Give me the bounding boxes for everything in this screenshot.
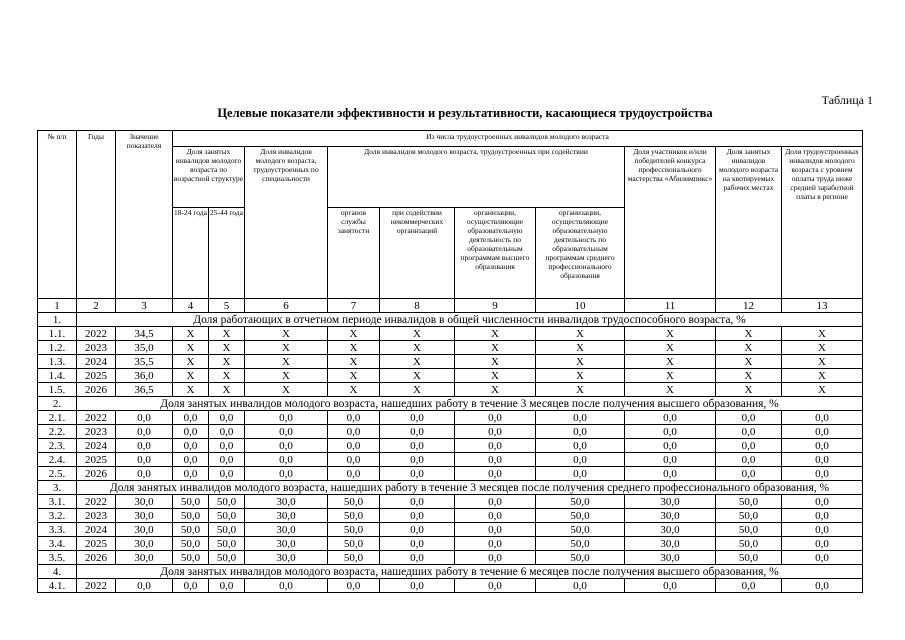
value-cell: 50,0	[328, 523, 380, 537]
value-cell: 0,0	[782, 495, 863, 509]
value-cell: 0,0	[116, 411, 173, 425]
row-number-cell: 4.1.	[38, 579, 77, 593]
value-cell: 0,0	[782, 523, 863, 537]
value-cell: X	[455, 355, 536, 369]
value-cell: 50,0	[536, 523, 625, 537]
section-number: 1.	[38, 313, 77, 327]
header-group-all: Из числа трудоустроенных инвалидов молодого возраста	[173, 131, 863, 147]
value-cell: 0,0	[380, 579, 455, 593]
row-number-cell: 2.3.	[38, 439, 77, 453]
header-by-specialty: Доля инвалидов молодого возраста, трудоустроенных по специальности	[245, 147, 328, 299]
header-quota: Доля занятых инвалидов молодого возраста на квотируемых рабочих местах	[716, 147, 782, 299]
value-cell: 0,0	[328, 425, 380, 439]
value-cell: 50,0	[328, 509, 380, 523]
column-number-cell: 9	[455, 299, 536, 313]
header-value: Значение показателя	[116, 131, 173, 299]
table-row	[38, 439, 863, 453]
value-cell: 0,0	[116, 579, 173, 593]
year-cell: 2025	[77, 453, 116, 467]
value-cell: 0,0	[380, 453, 455, 467]
value-cell: 30,0	[116, 537, 173, 551]
value-cell: 0,0	[716, 467, 782, 481]
value-cell: 0,0	[625, 425, 716, 439]
value-cell: 0,0	[328, 411, 380, 425]
value-cell: 0,0	[716, 411, 782, 425]
table-title: Целевые показатели эффективности и результативности, касающиеся трудоустройства	[217, 106, 713, 120]
column-number-cell: 5	[209, 299, 245, 313]
value-cell: X	[380, 355, 455, 369]
value-cell: 0,0	[116, 467, 173, 481]
value-cell: X	[782, 327, 863, 341]
value-cell: 50,0	[209, 537, 245, 551]
column-number-cell: 7	[328, 299, 380, 313]
value-cell: X	[245, 383, 328, 397]
value-cell: 50,0	[328, 495, 380, 509]
value-cell: 0,0	[328, 579, 380, 593]
column-number-cell: 11	[625, 299, 716, 313]
value-cell: 0,0	[209, 425, 245, 439]
value-cell: X	[536, 327, 625, 341]
value-cell: X	[173, 369, 209, 383]
header-low-wage: Доля трудоустроенных инвалидов молодого возраста с уровнем оплаты труда ниже средней заработной платы в регионе	[782, 147, 863, 299]
value-cell: 0,0	[116, 453, 173, 467]
table-body	[38, 313, 863, 593]
year-cell: 2025	[77, 537, 116, 551]
value-cell: 30,0	[625, 551, 716, 565]
year-cell: 2024	[77, 523, 116, 537]
table-row	[38, 425, 863, 439]
table-label: Таблица 1	[821, 93, 873, 107]
row-number-cell: 3.5.	[38, 551, 77, 565]
section-title: Доля занятых инвалидов молодого возраста, нашедших работу в течение 3 месяцев после получения высшего образования, %	[77, 397, 863, 411]
value-cell: 0,0	[536, 579, 625, 593]
value-cell: 0,0	[625, 411, 716, 425]
table-row	[38, 383, 863, 397]
value-cell: 0,0	[245, 579, 328, 593]
value-cell: 50,0	[536, 509, 625, 523]
value-cell: X	[782, 341, 863, 355]
header-assisted-group: Доля инвалидов молодого возраста, трудоустроенных при содействии	[328, 147, 625, 208]
value-cell: 50,0	[716, 509, 782, 523]
value-cell: 0,0	[455, 551, 536, 565]
value-cell: 0,0	[380, 467, 455, 481]
value-cell: 0,0	[173, 439, 209, 453]
value-cell: 35,5	[116, 355, 173, 369]
value-cell: 0,0	[716, 425, 782, 439]
value-cell: 30,0	[625, 509, 716, 523]
table-row	[38, 579, 863, 593]
value-cell: X	[625, 383, 716, 397]
value-cell: 50,0	[173, 537, 209, 551]
year-cell: 2023	[77, 341, 116, 355]
value-cell: X	[380, 383, 455, 397]
value-cell: 30,0	[116, 551, 173, 565]
value-cell: 0,0	[245, 411, 328, 425]
value-cell: 30,0	[245, 523, 328, 537]
section-number: 4.	[38, 565, 77, 579]
row-number-cell: 1.2.	[38, 341, 77, 355]
value-cell: 50,0	[173, 551, 209, 565]
value-cell: 0,0	[455, 467, 536, 481]
section-title: Доля работающих в отчетном периоде инвалидов в общей численности инвалидов трудоспособного возраста, %	[77, 313, 863, 327]
value-cell: 0,0	[782, 439, 863, 453]
value-cell: 0,0	[173, 579, 209, 593]
header-higher-ed-orgs: организации, осуществляющие образовательную деятельность по образовательным программам высшего образования	[455, 208, 536, 299]
column-number-cell: 13	[782, 299, 863, 313]
value-cell: X	[209, 327, 245, 341]
value-cell: 50,0	[536, 551, 625, 565]
value-cell: 0,0	[536, 439, 625, 453]
row-number-cell: 1.3.	[38, 355, 77, 369]
row-number-cell: 1.5.	[38, 383, 77, 397]
value-cell: X	[455, 327, 536, 341]
value-cell: 50,0	[328, 537, 380, 551]
header-years: Годы	[77, 131, 116, 299]
table-row	[38, 327, 863, 341]
section-number: 3.	[38, 481, 77, 495]
value-cell: 0,0	[245, 453, 328, 467]
value-cell: 0,0	[455, 411, 536, 425]
value-cell: 0,0	[245, 439, 328, 453]
value-cell: X	[380, 341, 455, 355]
table-row	[38, 411, 863, 425]
value-cell: 0,0	[173, 411, 209, 425]
row-number-cell: 2.5.	[38, 467, 77, 481]
value-cell: 0,0	[625, 467, 716, 481]
value-cell: X	[245, 327, 328, 341]
value-cell: 34,5	[116, 327, 173, 341]
column-number-cell: 6	[245, 299, 328, 313]
value-cell: X	[782, 383, 863, 397]
value-cell: 0,0	[328, 467, 380, 481]
value-cell: 0,0	[625, 453, 716, 467]
value-cell: 30,0	[245, 537, 328, 551]
column-number-cell: 3	[116, 299, 173, 313]
value-cell: X	[455, 383, 536, 397]
value-cell: 0,0	[782, 467, 863, 481]
value-cell: X	[716, 355, 782, 369]
column-number-cell: 4	[173, 299, 209, 313]
table-row	[38, 495, 863, 509]
section-row	[38, 481, 863, 495]
section-title: Доля занятых инвалидов молодого возраста, нашедших работу в течение 6 месяцев после получения высшего образования, %	[77, 565, 863, 579]
header-abilympics: Доля участников и/или победителей конкурса профессионального мастерства «Абилимпикс»	[625, 147, 716, 299]
value-cell: X	[536, 341, 625, 355]
value-cell: X	[245, 355, 328, 369]
indicators-table	[37, 130, 863, 593]
value-cell: X	[380, 369, 455, 383]
table-row	[38, 341, 863, 355]
value-cell: X	[536, 355, 625, 369]
section-number: 2.	[38, 397, 77, 411]
year-cell: 2023	[77, 425, 116, 439]
value-cell: X	[625, 341, 716, 355]
column-number-cell: 10	[536, 299, 625, 313]
value-cell: X	[536, 369, 625, 383]
value-cell: 50,0	[716, 537, 782, 551]
value-cell: 30,0	[245, 509, 328, 523]
value-cell: 50,0	[716, 551, 782, 565]
value-cell: 0,0	[380, 495, 455, 509]
table-row	[38, 467, 863, 481]
value-cell: 0,0	[536, 467, 625, 481]
value-cell: X	[209, 341, 245, 355]
header-nonprofit: при содействии некоммерческих организаций	[380, 208, 455, 299]
value-cell: 0,0	[536, 453, 625, 467]
table-row	[38, 537, 863, 551]
value-cell: X	[173, 355, 209, 369]
value-cell: 0,0	[716, 579, 782, 593]
value-cell: 0,0	[209, 579, 245, 593]
year-cell: 2024	[77, 355, 116, 369]
value-cell: 0,0	[782, 579, 863, 593]
value-cell: X	[209, 369, 245, 383]
value-cell: X	[782, 369, 863, 383]
row-number-cell: 3.4.	[38, 537, 77, 551]
value-cell: 30,0	[625, 495, 716, 509]
year-cell: 2026	[77, 551, 116, 565]
value-cell: 30,0	[116, 523, 173, 537]
value-cell: X	[328, 369, 380, 383]
value-cell: 30,0	[245, 495, 328, 509]
value-cell: 0,0	[380, 411, 455, 425]
header-age-25-44: 25-44 года	[209, 208, 245, 299]
year-cell: 2023	[77, 509, 116, 523]
value-cell: 30,0	[625, 537, 716, 551]
value-cell: 50,0	[209, 551, 245, 565]
year-cell: 2025	[77, 369, 116, 383]
value-cell: 30,0	[116, 495, 173, 509]
value-cell: X	[173, 327, 209, 341]
value-cell: 0,0	[455, 579, 536, 593]
year-cell: 2022	[77, 495, 116, 509]
column-number-cell: 2	[77, 299, 116, 313]
value-cell: X	[173, 383, 209, 397]
value-cell: 50,0	[209, 523, 245, 537]
value-cell: 0,0	[209, 467, 245, 481]
value-cell: X	[625, 355, 716, 369]
value-cell: 0,0	[245, 425, 328, 439]
value-cell: 0,0	[380, 551, 455, 565]
year-cell: 2022	[77, 411, 116, 425]
value-cell: 0,0	[116, 425, 173, 439]
value-cell: 0,0	[380, 537, 455, 551]
value-cell: 0,0	[536, 425, 625, 439]
value-cell: 0,0	[455, 537, 536, 551]
value-cell: 50,0	[536, 537, 625, 551]
value-cell: 0,0	[209, 411, 245, 425]
value-cell: X	[716, 327, 782, 341]
table-row	[38, 551, 863, 565]
table-row	[38, 453, 863, 467]
value-cell: 0,0	[380, 439, 455, 453]
value-cell: 0,0	[173, 467, 209, 481]
value-cell: 0,0	[380, 509, 455, 523]
value-cell: X	[536, 383, 625, 397]
value-cell: 0,0	[455, 439, 536, 453]
year-cell: 2022	[77, 579, 116, 593]
row-number-cell: 2.1.	[38, 411, 77, 425]
year-cell: 2024	[77, 439, 116, 453]
section-row	[38, 397, 863, 411]
header-vocational-orgs: организации, осуществляющие образовательную деятельность по образовательным программам среднего профессионального образования	[536, 208, 625, 299]
value-cell: 0,0	[455, 495, 536, 509]
column-number-cell: 12	[716, 299, 782, 313]
value-cell: 0,0	[245, 467, 328, 481]
value-cell: X	[625, 327, 716, 341]
value-cell: 0,0	[782, 425, 863, 439]
value-cell: 0,0	[782, 453, 863, 467]
table-row	[38, 509, 863, 523]
value-cell: X	[716, 383, 782, 397]
column-number-cell: 1	[38, 299, 77, 313]
value-cell: 30,0	[116, 509, 173, 523]
value-cell: 0,0	[782, 509, 863, 523]
value-cell: 0,0	[173, 453, 209, 467]
value-cell: X	[625, 369, 716, 383]
value-cell: 0,0	[782, 551, 863, 565]
value-cell: X	[209, 355, 245, 369]
section-row	[38, 565, 863, 579]
value-cell: X	[455, 341, 536, 355]
value-cell: 0,0	[536, 411, 625, 425]
value-cell: 36,5	[116, 383, 173, 397]
value-cell: X	[245, 369, 328, 383]
value-cell: 50,0	[209, 495, 245, 509]
year-cell: 2026	[77, 467, 116, 481]
value-cell: 35,0	[116, 341, 173, 355]
header-age-18-24: 18-24 года	[173, 208, 209, 299]
value-cell: 30,0	[625, 523, 716, 537]
value-cell: 50,0	[716, 523, 782, 537]
value-cell: 0,0	[173, 425, 209, 439]
value-cell: 0,0	[625, 439, 716, 453]
value-cell: X	[328, 327, 380, 341]
column-number-row	[38, 299, 863, 313]
value-cell: 50,0	[173, 509, 209, 523]
value-cell: 0,0	[209, 453, 245, 467]
table-row	[38, 355, 863, 369]
value-cell: 0,0	[455, 453, 536, 467]
table-row	[38, 369, 863, 383]
row-number-cell: 1.1.	[38, 327, 77, 341]
value-cell: 0,0	[455, 509, 536, 523]
value-cell: X	[782, 355, 863, 369]
value-cell: 30,0	[245, 551, 328, 565]
value-cell: 0,0	[380, 523, 455, 537]
value-cell: 0,0	[209, 439, 245, 453]
header-structure: Доля занятых инвалидов молодого возраста по возрастной структуре	[173, 147, 245, 208]
row-number-cell: 2.4.	[38, 453, 77, 467]
value-cell: X	[328, 341, 380, 355]
header-num: № п/п	[38, 131, 77, 299]
value-cell: 0,0	[455, 425, 536, 439]
value-cell: 0,0	[455, 523, 536, 537]
row-number-cell: 3.1.	[38, 495, 77, 509]
value-cell: X	[328, 355, 380, 369]
value-cell: 0,0	[328, 453, 380, 467]
value-cell: X	[716, 341, 782, 355]
row-number-cell: 2.2.	[38, 425, 77, 439]
header-employment-service: органов службы занятости	[328, 208, 380, 299]
value-cell: X	[716, 369, 782, 383]
value-cell: X	[209, 383, 245, 397]
value-cell: 0,0	[116, 439, 173, 453]
value-cell: 0,0	[328, 439, 380, 453]
value-cell: 50,0	[716, 495, 782, 509]
value-cell: 50,0	[536, 495, 625, 509]
value-cell: 50,0	[173, 495, 209, 509]
value-cell: 50,0	[173, 523, 209, 537]
value-cell: X	[328, 383, 380, 397]
table-row	[38, 523, 863, 537]
row-number-cell: 3.2.	[38, 509, 77, 523]
row-number-cell: 1.4.	[38, 369, 77, 383]
value-cell: 50,0	[328, 551, 380, 565]
column-number-cell: 8	[380, 299, 455, 313]
value-cell: 0,0	[716, 453, 782, 467]
section-title: Доля занятых инвалидов молодого возраста, нашедших работу в течение 3 месяцев после получения среднего профессионального образования, %	[77, 481, 863, 495]
year-cell: 2026	[77, 383, 116, 397]
value-cell: 0,0	[782, 411, 863, 425]
value-cell: X	[173, 341, 209, 355]
value-cell: 0,0	[380, 425, 455, 439]
value-cell: 0,0	[625, 579, 716, 593]
value-cell: X	[380, 327, 455, 341]
row-number-cell: 3.3.	[38, 523, 77, 537]
value-cell: 50,0	[209, 509, 245, 523]
value-cell: 36,0	[116, 369, 173, 383]
section-row	[38, 313, 863, 327]
value-cell: 0,0	[782, 537, 863, 551]
value-cell: X	[245, 341, 328, 355]
value-cell: 0,0	[716, 439, 782, 453]
year-cell: 2022	[77, 327, 116, 341]
value-cell: X	[455, 369, 536, 383]
